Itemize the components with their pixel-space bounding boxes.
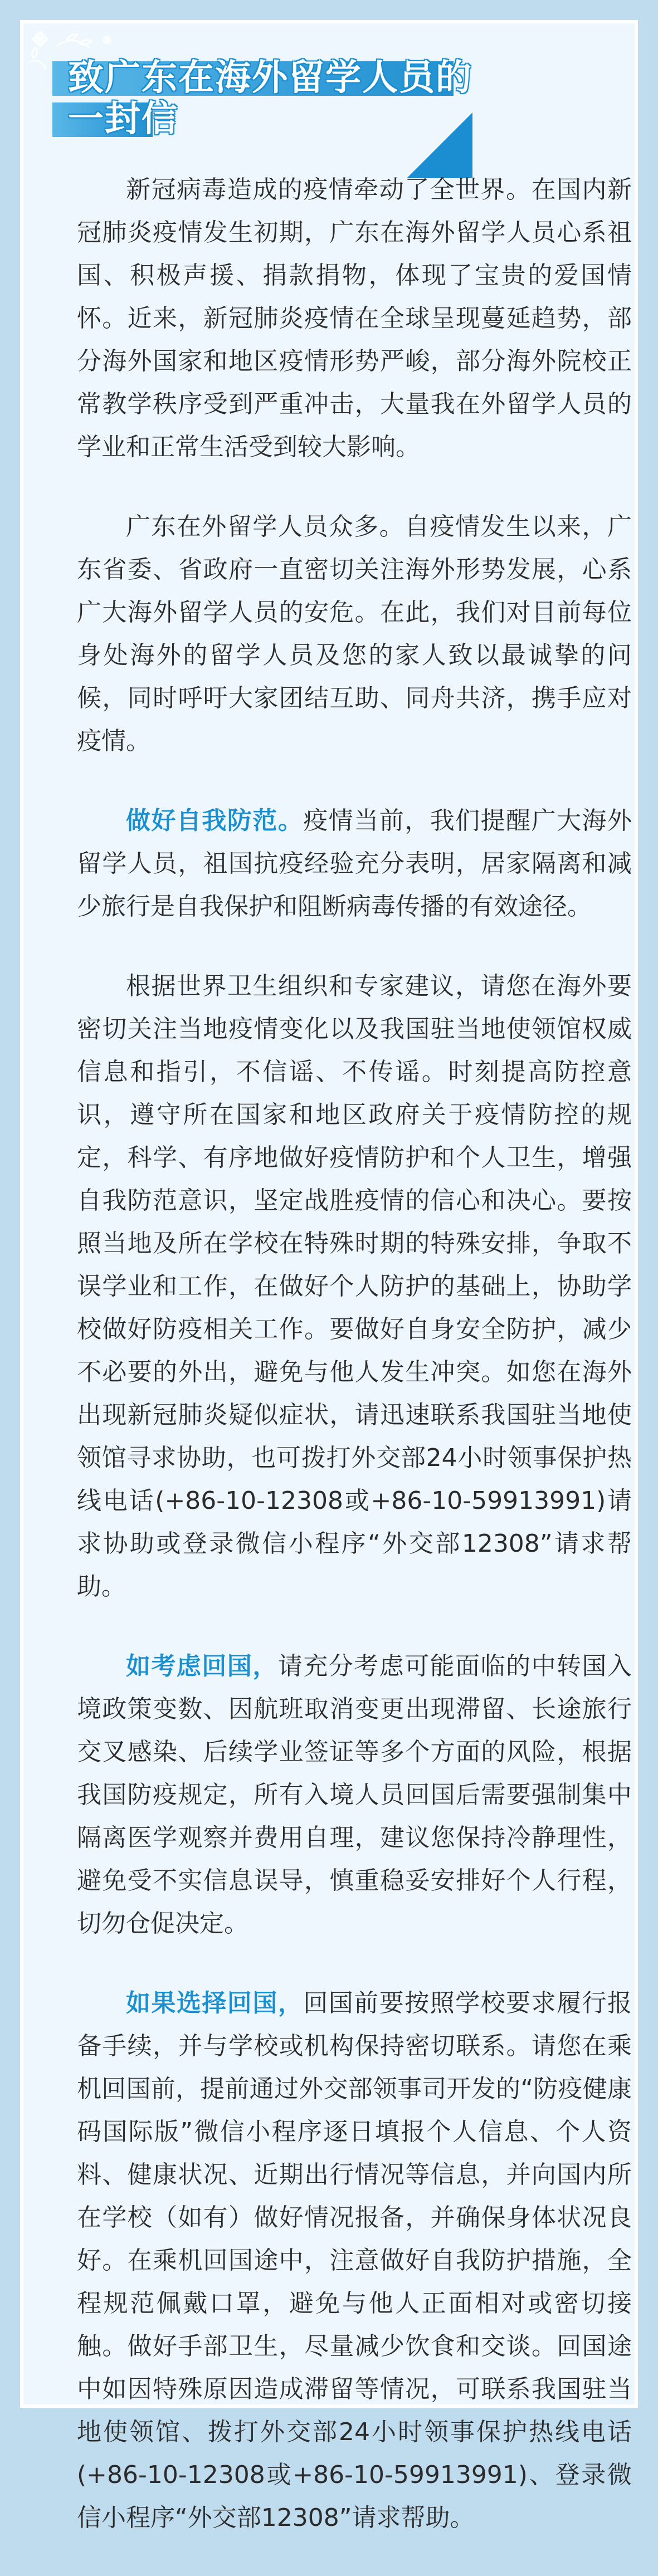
section-heading-choose-return: 如果选择回国， <box>126 1989 304 2017</box>
paragraph-consider-return <box>77 1645 632 1945</box>
title-line-2: 一封信 <box>68 99 178 140</box>
letter-panel <box>20 20 638 2532</box>
paragraph-intro: 新冠病毒造成的疫情牵动了全世界。在国内新冠肺炎疫情发生初期，广东在海外留学人员心系祖国、积极声援、捐款捐物，体现了宝贵的爱国情怀。近来，新冠肺炎疫情在全球呈现蔓延趋势，部分海外国家和地区疫情形势严峻，部分海外院校正常教学秩序受到严重冲击，大量我在外留学人员的学业和正常生活受到较大影响。 <box>77 175 632 461</box>
paragraph-self-protection <box>77 799 632 928</box>
paragraph-text: 回国前要按照学校要求履行报备手续，并与学校或机构保持密切联系。请您在乘机回国前，提前通过外交部领事司开发的“防疫健康码国际版”微信小程序逐日填报个人信息、个人资料、健康状况、近期出行情况等信息，并向国内所在学校（如有）做好情况报备，并确保身体状况良好。在乘机回国途中，注意做好自我防护措施，全程规范佩戴口罩，避免与他人正面相对或密切接触。做好手部卫生，尽量减少饮食和交谈。回国途中如因特殊原因造成滞留等情况，可联系我国驻当地使领馆、拨打外交部24小时领事保护热线电话(+86-10-12308或+86-10-59913991)、登录微信小程序“外交部12308”请求帮助。 <box>77 1989 632 2532</box>
paragraph-concern: 广东在外留学人员众多。自疫情发生以来，广东省委、省政府一直密切关注海外形势发展，心系广大海外留学人员的安危。在此，我们对目前每位身处海外的留学人员及您的家人致以最诚挚的问候，同时呼吁大家团结互助、同舟共济，携手应对疫情。 <box>77 512 632 755</box>
title-line-1: 致广东在海外留学人员的 <box>68 57 472 99</box>
paragraph-text: 请充分考虑可能面临的中转国入境政策变数、因航班取消变更出现滞留、长途旅行交叉感染、后续学业签证等多个方面的风险，根据我国防疫规定，所有入境人员回国后需要强制集中隔离医学观察并费用自理，建议您保持冷静理性，避免受不实信息误导，慎重稳妥安排好个人行程，切勿仓促决定。 <box>77 1652 632 1938</box>
page-title <box>52 57 476 163</box>
paragraph-guidance: 根据世界卫生组织和专家建议，请您在海外要密切关注当地疫情变化以及我国驻当地使领馆权威信息和指引，不信谣、不传谣。时刻提高防控意识，遵守所在国家和地区政府关于疫情防控的规定，科学、有序地做好疫情防护和个人卫生，增强自我防范意识，坚定战胜疫情的信心和决心。要按照当地及所在学校在特殊时期的特殊安排，争取不误学业和工作，在做好个人防护的基础上，协助学校做好防疫相关工作。要做好自身安全防护，减少不必要的外出，避免与他人发生冲突。如您在海外出现新冠肺炎疑似症状，请迅速联系我国驻当地使领馆寻求协助，也可拨打外交部24小时领事保护热线电话(+86-10-12308或+86-10-59913991)请求协助或登录微信小程序“外交部12308”请求帮助。 <box>77 972 632 1601</box>
section-heading-consider-return: 如考虑回国， <box>126 1652 278 1680</box>
paragraph-choose-return <box>77 1982 632 2539</box>
letter-body <box>77 168 632 2576</box>
section-heading-self-protection: 做好自我防范。 <box>126 806 304 835</box>
paragraph-text: 疫情当前，我们提醒广大海外留学人员，祖国抗疫经验充分表明，居家隔离和减少旅行是自我保护和阻断病毒传播的有效途径。 <box>77 806 632 921</box>
